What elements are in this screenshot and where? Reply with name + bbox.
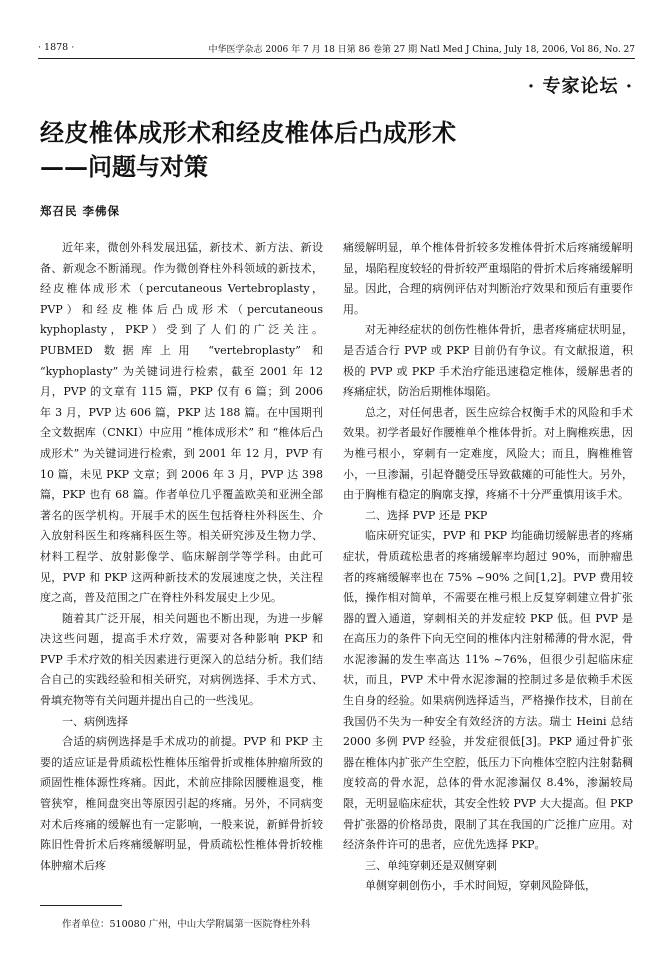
- column-label: · 专家论坛 ·: [527, 76, 633, 97]
- page-number: · 1878 ·: [38, 42, 75, 53]
- paragraph-continued: 痛缓解明显，单个椎体骨折较多发椎体骨折术后疼痛缓解明显，塌陷程度较轻的骨折较严重塌陷的骨折术后疼痛缓解明显。因此，合理的病例评估对判断治疗效果和预后有重要作用。: [343, 241, 633, 316]
- authors: 郑召民 李佛保: [40, 204, 121, 218]
- paragraph-summary: 总之，对任何患者，医生应综合权衡手术的风险和手术效果。初学者最好作腰椎单个椎体骨折。对上胸椎疾患，因为椎弓根小，穿刺有一定难度，风险大；而且，胸椎椎管小，一旦渗漏，引起脊髓受压导致截瘫的可能性大。另外，由于胸椎有稳定的胸廓支撑，疼痛不十分严重慎用该手术。: [343, 405, 633, 502]
- right-column: [343, 238, 633, 897]
- running-head: [38, 40, 635, 56]
- article-subtitle: ——问题与对策: [40, 152, 208, 181]
- paragraph-trauma: 对无神经症状的创伤性椎体骨折，患者疼痛症状明显，是否适合行 PVP 或 PKP 目前仍有争议。有文献报道，积极的 PVP 或 PKP 手术治疗能迅速稳定椎体，缓解患者的疼痛症状，防治后期椎体塌陷。: [343, 323, 633, 399]
- journal-citation: 中华医学杂志 2006 年 7 月 18 日第 86 卷第 27 期 Natl Med J China, July 18, 2006, Vol 86, No. 27: [208, 45, 635, 55]
- section-heading-case-selection: 一、病例选择: [62, 714, 128, 728]
- section-heading-puncture: 三、单纯穿刺还是双侧穿刺: [365, 858, 497, 872]
- paragraph-case-selection: 合适的病例选择是手术成功的前提。PVP 和 PKP 主要的适应证是骨质疏松性椎体压缩骨折或椎体肿瘤所致的顽固性椎体源性疼痛。因此，术前应排除因腰椎退变，椎管狭窄，椎间盘突出等原因引起的疼痛。另外，不同病变对术后疼痛的缓解也有一定影响，一般来说，新鲜骨折较陈旧性骨折术后疼痛缓解明显，骨质疏松性椎体骨折较椎体肿瘤术后疼: [40, 735, 323, 872]
- header-rule: [38, 58, 635, 59]
- author-affiliation: 作者单位：510080 广州，中山大学附属第一医院脊柱外科: [62, 919, 311, 930]
- paragraph-purpose: 随着其广泛开展，相关问题也不断出现，为进一步解决这些问题，提高手术疗效，需要对各种影响 PKP 和 PVP 手术疗效的相关因素进行更深入的总结分析。我们结合自己的实践经验和相关研究，对病例选择、手术方式、骨填充物等有关问题并提出自己的一些浅见。: [40, 611, 323, 708]
- article-title: 经皮椎体成形术和经皮椎体后凸成形术: [40, 118, 457, 147]
- section-heading-pvp-pkp: 二、选择 PVP 还是 PKP: [365, 508, 488, 522]
- paragraph-pvp-pkp: 临床研究证实，PVP 和 PKP 均能确切缓解患者的疼痛症状，骨质疏松患者的疼痛缓解率均超过 90%，而肿瘤患者的疼痛缓解率也在 75% ~90% 之间[1,2]。PVP 费用较低，操作相对简单，不需要在椎弓根上反复穿刺建立骨扩张器的置入通道，穿刺相关的并发症较 PKP 低。但 PVP 是在高压力的条件下向无空间的椎体内注射稀薄的骨水泥，骨水泥渗漏的发生率高达 11% ~76%，但很少引起临床症状，而且，PVP 术中骨水泥渗漏的控制过多是依赖手术医生自身的经验。如果病例选择适当，严格操作技术，目前在我国仍不失为一种安全有效经济的方法。瑞士 Heini 总结 2000 多例 PVP 经验，并发症很低[3]。PKP 通过骨扩张器在椎体内扩张产生空腔，低压力下向椎体空腔内注射黏稠度较高的骨水泥，总体的骨水泥渗漏仅 8.4%，渗漏较局限，无明显临床症状，其安全性较 PVP 大大提高。但 PKP 骨扩张器的价格昂贵，限制了其在我国的广泛推广应用。对经济条件许可的患者，应优先选择 PKP。: [343, 529, 633, 852]
- footnote-rule: [40, 905, 122, 906]
- left-column: [40, 238, 323, 876]
- paragraph-intro: 近年来，微创外科发展迅猛，新技术、新方法、新设备、新观念不断涌现。作为微创脊柱外科领域的新技术，经皮椎体成形术（percutaneous Vertebroplasty，PVP）和经皮椎体后凸成形术（percutaneous kyphoplasty，PKP）受到了人们的广泛关注。PUBMED 数据库上用 “vertebroplasty” 和 “kyphoplasty” 为关键词进行检索，截至 2001 年 12 月，PVP 的文章有 115 篇，PKP 仅有 6 篇；到 2006 年 3 月，PVP 达 606 篇，PKP 达 188 篇。在中国期刊全文数据库（CNKI）中应用 “椎体成形术” 和 “椎体后凸成形术” 为关键词进行检索，到 2001 年 12 月，PVP 有 10 篇，未见 PKP 文章；到 2006 年 3 月，PVP 达 398 篇，PKP 也有 68 篇。作者单位几乎覆盖欧美和亚洲全部著名的医学机构。开展手术的医生包括脊柱外科医生、介入放射科医生和疼痛科医生等。相关研究涉及生物力学、材料工程学、放射影像学、临床解剖学等学科。由此可见，PVP 和 PKP 这两种新技术的发展速度之快，关注程度之高，普及范围之广在脊柱外科发展史上少见。: [40, 241, 323, 605]
- paragraph-puncture: 单侧穿刺创伤小，手术时间短，穿刺风险降低，: [365, 879, 596, 893]
